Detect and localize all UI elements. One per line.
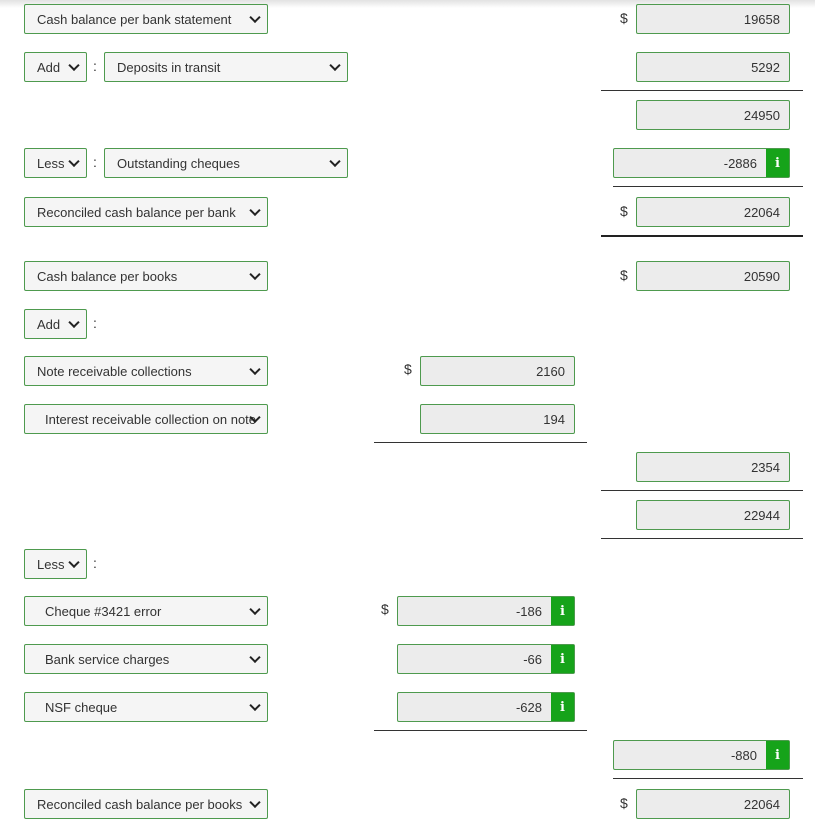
books-add-item-amount-value: 2160 — [536, 363, 565, 379]
separator-colon: : — [93, 154, 97, 170]
separator-colon: : — [93, 315, 97, 331]
subtotal-rule — [601, 538, 803, 539]
books-less-total-value: -880 — [730, 747, 757, 763]
separator-colon: : — [93, 58, 97, 74]
separator-colon: : — [93, 555, 97, 571]
currency-symbol: $ — [620, 267, 628, 283]
bank-add-item-select[interactable] — [104, 52, 348, 82]
currency-symbol: $ — [381, 601, 389, 617]
chevron-down-icon — [68, 317, 79, 328]
books-add-item-select[interactable] — [24, 356, 268, 386]
bank-less-amount-input[interactable] — [613, 148, 790, 178]
bank-less-operator-select[interactable] — [24, 148, 87, 178]
books-subtotal-value: 22944 — [743, 507, 780, 523]
chevron-down-icon — [68, 60, 79, 71]
bank-subtotal-value: 24950 — [743, 107, 780, 123]
total-rule — [613, 778, 803, 779]
books-reconciled-select[interactable] — [24, 789, 268, 819]
bank-add-amount-value: 5292 — [751, 59, 780, 75]
info-icon[interactable]: i — [766, 741, 789, 769]
chevron-down-icon — [68, 557, 79, 568]
books-add-operator-label: Add — [37, 316, 61, 332]
info-icon[interactable]: i — [766, 149, 789, 177]
currency-symbol: $ — [404, 361, 412, 377]
bank-less-amount-value: -2886 — [723, 155, 757, 171]
books-add-operator-select[interactable] — [24, 309, 87, 339]
books-less-item-label: NSF cheque — [45, 699, 118, 715]
chevron-down-icon — [249, 700, 260, 711]
subtotal-rule — [601, 90, 803, 91]
books-less-item-amount-value: -628 — [515, 699, 542, 715]
books-reconciled-amount-value: 22064 — [743, 796, 780, 812]
bank-reconciled-amount-value: 22064 — [743, 204, 780, 220]
chevron-down-icon — [249, 604, 260, 615]
bank-less-item-label: Outstanding cheques — [117, 155, 240, 171]
bank-heading-select-label: Cash balance per bank statement — [37, 11, 232, 27]
books-add-item-amount-input[interactable] — [420, 356, 575, 386]
bank-reconciled-amount-input[interactable] — [636, 197, 790, 227]
books-less-item-select[interactable] — [24, 644, 268, 674]
bank-heading-amount-value: 19658 — [743, 11, 780, 27]
books-less-item-label: Bank service charges — [45, 651, 170, 667]
books-add-total-input[interactable] — [636, 452, 790, 482]
books-add-item-amount-value: 194 — [543, 411, 565, 427]
bank-heading-select[interactable] — [24, 4, 268, 34]
bank-add-item-label: Deposits in transit — [117, 59, 221, 75]
bank-add-amount-input[interactable] — [636, 52, 790, 82]
books-less-item-amount-value: -66 — [523, 651, 542, 667]
books-add-total-value: 2354 — [751, 459, 780, 475]
books-less-item-label: Cheque #3421 error — [45, 603, 162, 619]
books-less-operator-select[interactable] — [24, 549, 87, 579]
books-reconciled-select-label: Reconciled cash balance per books — [37, 796, 243, 812]
bank-heading-amount-input[interactable] — [636, 4, 790, 34]
chevron-down-icon — [329, 60, 340, 71]
books-heading-amount-input[interactable] — [636, 261, 790, 291]
chevron-down-icon — [249, 797, 260, 808]
bank-add-operator-select[interactable] — [24, 52, 87, 82]
currency-symbol: $ — [620, 795, 628, 811]
subtotal-rule — [374, 442, 587, 443]
currency-symbol: $ — [620, 203, 628, 219]
books-less-item-amount-input[interactable] — [397, 596, 575, 626]
currency-symbol: $ — [620, 10, 628, 26]
info-icon[interactable]: i — [551, 645, 574, 673]
chevron-down-icon — [249, 12, 260, 23]
bank-subtotal-input[interactable] — [636, 100, 790, 130]
chevron-down-icon — [249, 205, 260, 216]
total-rule — [613, 186, 803, 187]
bank-reconciled-select-label: Reconciled cash balance per bank — [37, 204, 236, 220]
books-heading-select-label: Cash balance per books — [37, 268, 178, 284]
books-less-item-amount-input[interactable] — [397, 644, 575, 674]
books-add-item-amount-input[interactable] — [420, 404, 575, 434]
bank-less-item-select[interactable] — [104, 148, 348, 178]
chevron-down-icon — [68, 156, 79, 167]
chevron-down-icon — [249, 652, 260, 663]
bank-add-operator-label: Add — [37, 59, 61, 75]
books-add-item-label: Note receivable collections — [37, 363, 192, 379]
books-less-operator-label: Less — [37, 556, 65, 572]
books-less-item-amount-value: -186 — [515, 603, 542, 619]
chevron-down-icon — [329, 156, 340, 167]
books-less-item-amount-input[interactable] — [397, 692, 575, 722]
books-less-total-input[interactable] — [613, 740, 790, 770]
chevron-down-icon — [249, 269, 260, 280]
subtotal-rule — [374, 730, 587, 731]
books-less-item-select[interactable] — [24, 596, 268, 626]
bank-less-operator-label: Less — [37, 155, 65, 171]
books-subtotal-input[interactable] — [636, 500, 790, 530]
info-icon[interactable]: i — [551, 693, 574, 721]
double-rule — [601, 235, 803, 237]
books-reconciled-amount-input[interactable] — [636, 789, 790, 819]
subtotal-rule — [601, 490, 803, 491]
bank-reconciled-select[interactable] — [24, 197, 268, 227]
books-heading-select[interactable] — [24, 261, 268, 291]
books-less-item-select[interactable] — [24, 692, 268, 722]
books-heading-amount-value: 20590 — [743, 268, 780, 284]
info-icon[interactable]: i — [551, 597, 574, 625]
books-add-item-select[interactable] — [24, 404, 268, 434]
books-add-item-label: Interest receivable collection on note — [45, 411, 257, 427]
chevron-down-icon — [249, 364, 260, 375]
